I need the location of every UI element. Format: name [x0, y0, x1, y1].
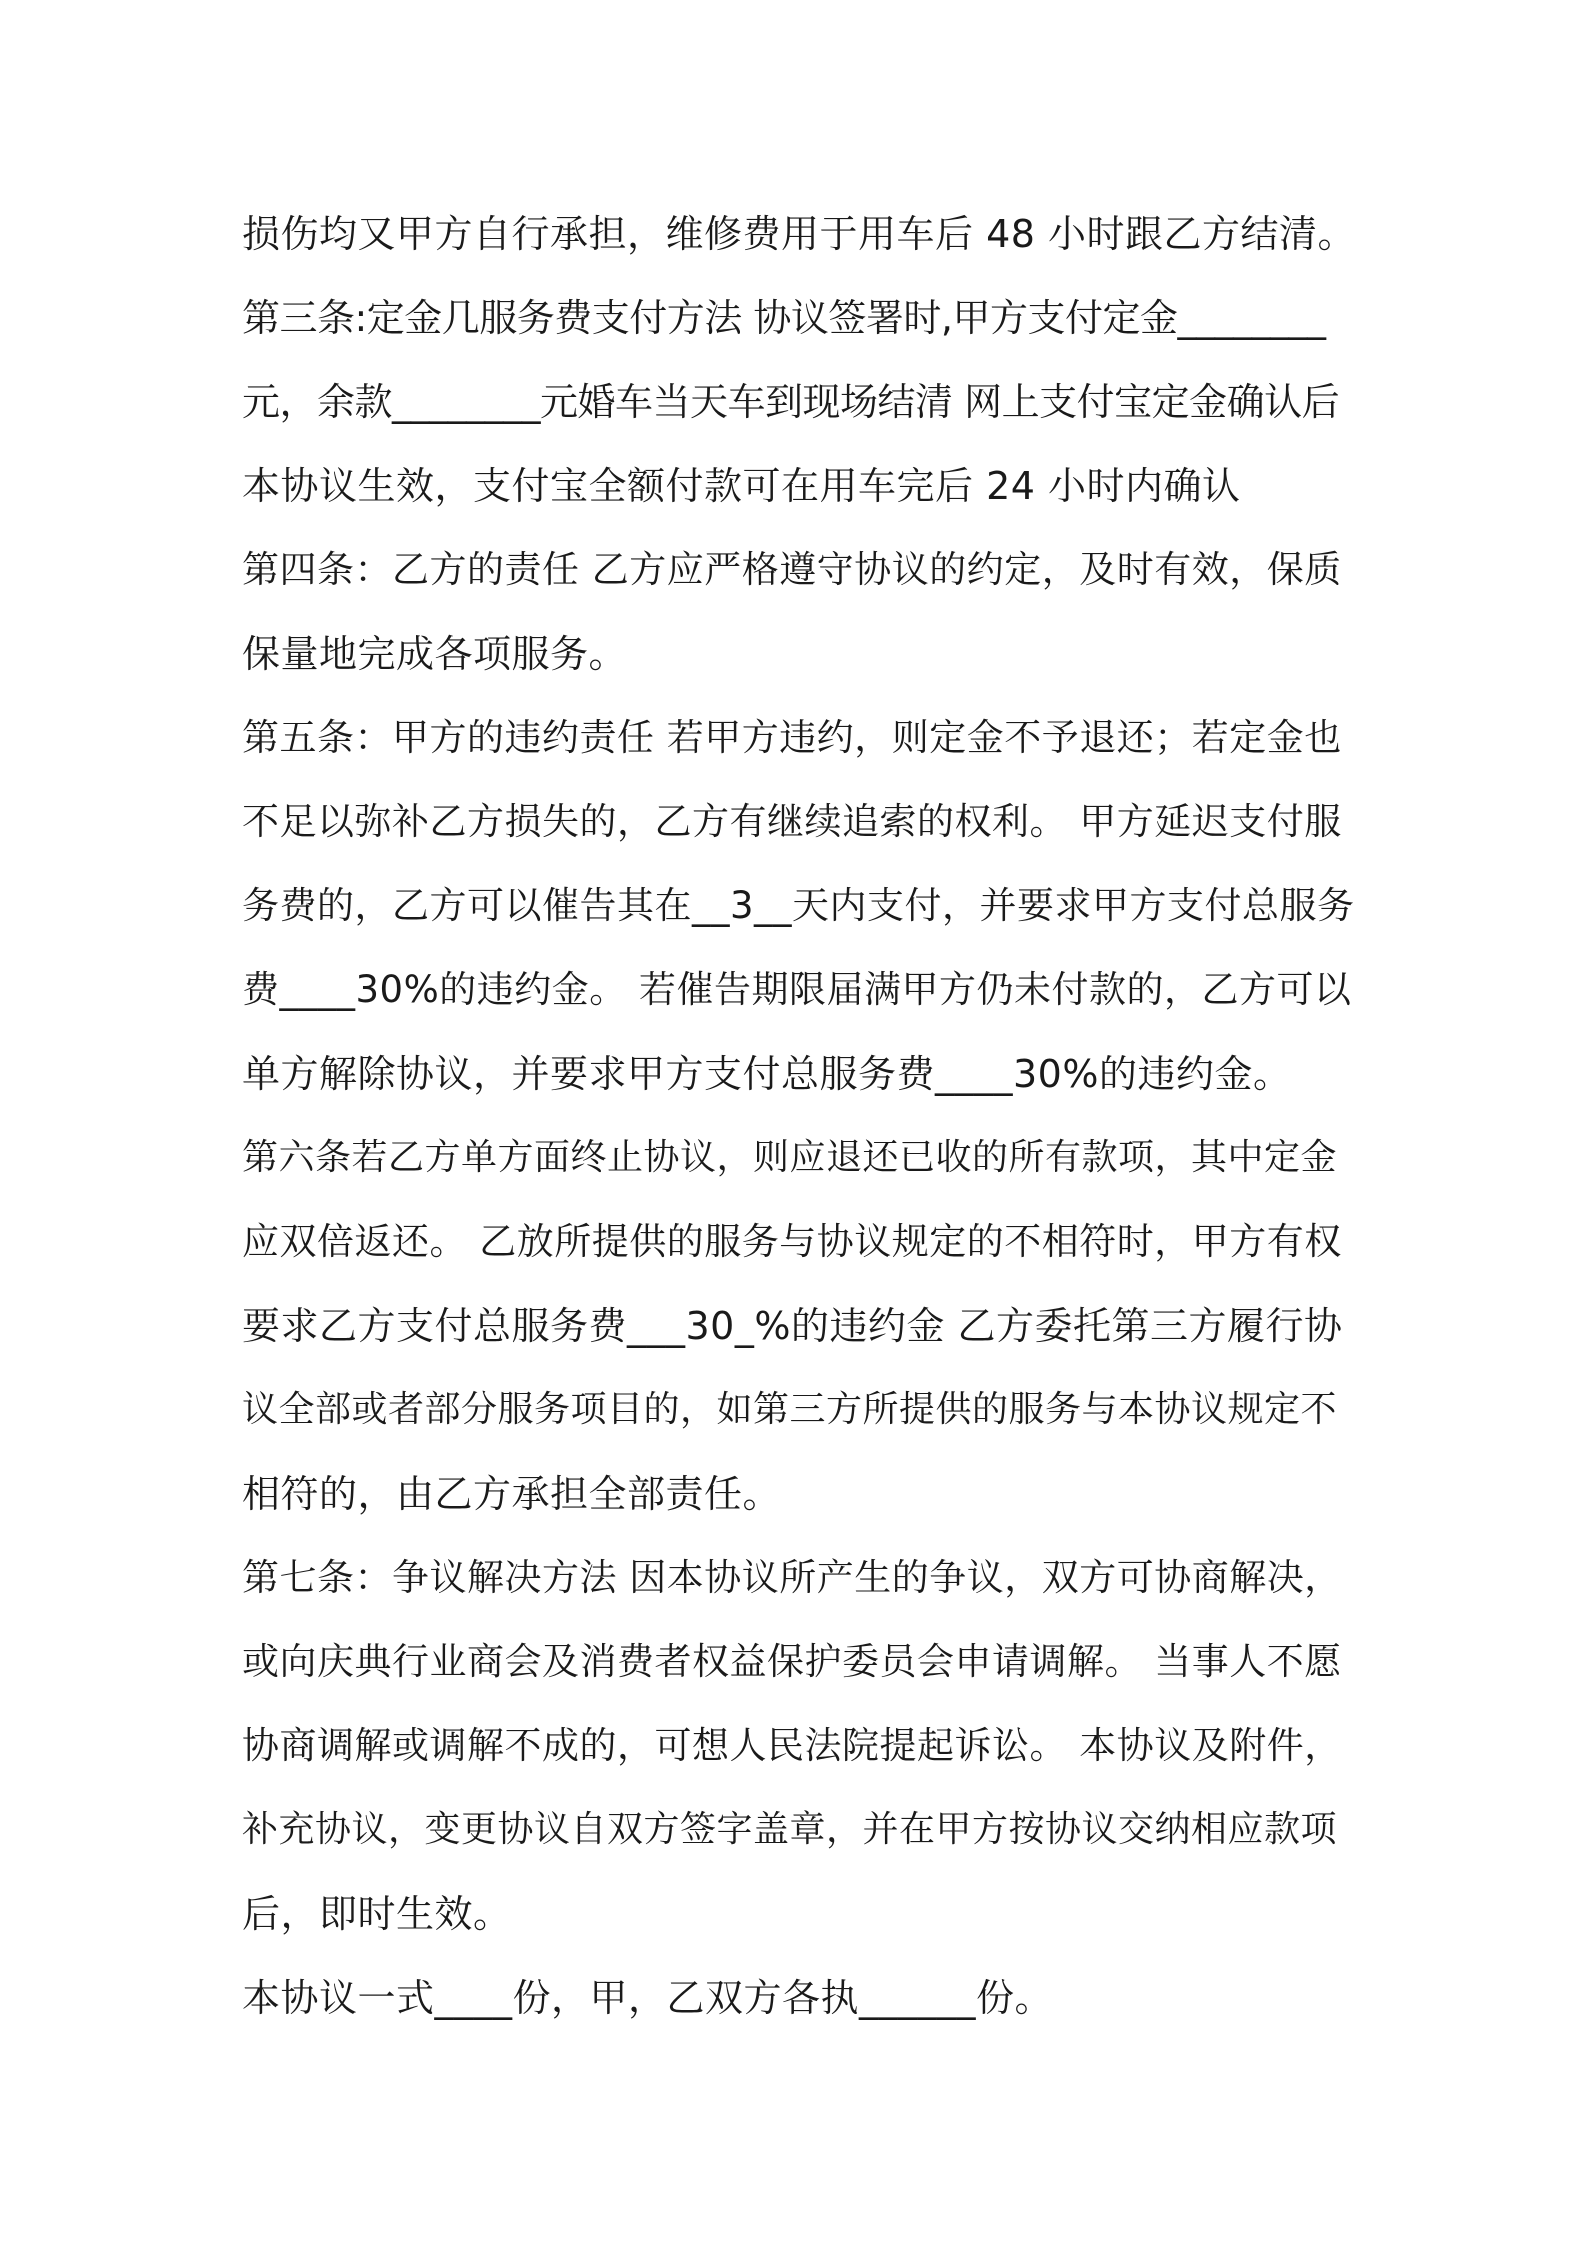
text-line-15: 议全部或者部分服务项目的，如第三方所提供的服务与本协议规定不 [242, 1389, 1338, 1430]
document-body [242, 192, 1362, 2040]
text-line-12: 第六条若乙方单方面终止协议，则应退还已收的所有款项，其中定金 [242, 1137, 1338, 1178]
text-line-17: 第七条：争议解决方法 因本协议所产生的争议，双方可协商解决， [242, 1556, 1342, 1599]
text-line-6: 保量地完成各项服务。 [242, 632, 628, 676]
text-line-4: 本协议生效，支付宝全额付款可在用车完后 24 小时内确认 [242, 464, 1241, 508]
text-line-10: 费____30%的违约金。 若催告期限届满甲方仍未付款的，乙方可以 [242, 968, 1352, 1011]
text-line-5: 第四条：乙方的责任 乙方应严格遵守协议的约定，及时有效，保质 [242, 548, 1342, 591]
text-line-9: 务费的，乙方可以催告其在__3__天内支付，并要求甲方支付总服务 [242, 884, 1355, 927]
text-line-2: 第三条:定金几服务费支付方法 协议签署时,甲方支付定金________ [242, 296, 1326, 340]
text-line-14: 要求乙方支付总服务费___30_%的违约金 乙方委托第三方履行协 [242, 1304, 1343, 1348]
text-line-13: 应双倍返还。 乙放所提供的服务与协议规定的不相符时，甲方有权 [242, 1220, 1342, 1263]
text-line-1: 损伤均又甲方自行承担，维修费用于用车后 48 小时跟乙方结清。 [242, 212, 1357, 256]
text-line-7: 第五条：甲方的违约责任 若甲方违约，则定金不予退还；若定金也 [242, 716, 1342, 759]
text-line-11: 单方解除协议，并要求甲方支付总服务费____30%的违约金。 [242, 1052, 1292, 1096]
text-line-21: 后，即时生效。 [242, 1892, 512, 1936]
text-line-18: 或向庆典行业商会及消费者权益保护委员会申请调解。 当事人不愿 [242, 1640, 1342, 1683]
text-line-8: 不足以弥补乙方损失的，乙方有继续追索的权利。 甲方延迟支付服 [242, 800, 1342, 843]
text-line-20: 补充协议，变更协议自双方签字盖章，并在甲方按协议交纳相应款项 [242, 1809, 1338, 1850]
text-line-22: 本协议一式____份，甲，乙双方各执______份。 [242, 1976, 1054, 2020]
text-line-19: 协商调解或调解不成的，可想人民法院提起诉讼。 本协议及附件， [242, 1724, 1342, 1767]
text-line-16: 相符的，由乙方承担全部责任。 [242, 1472, 782, 1516]
text-line-3: 元，余款________元婚车当天车到现场结清 网上支付宝定金确认后 [242, 380, 1340, 424]
